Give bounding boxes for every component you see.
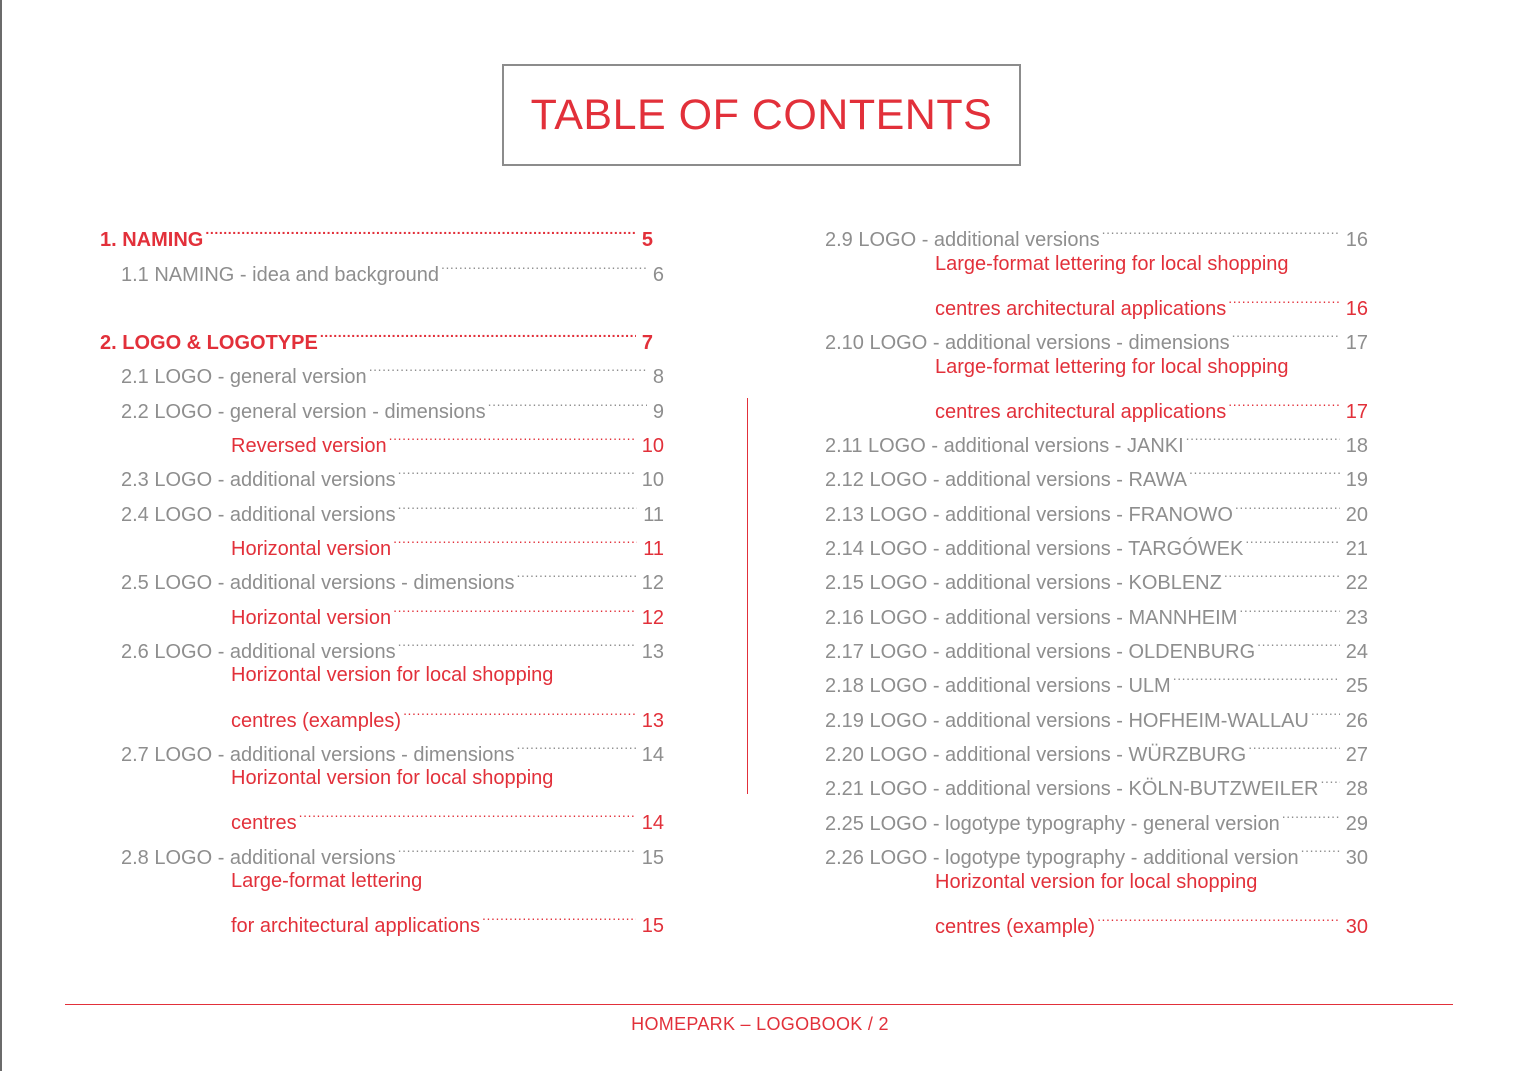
toc-entry[interactable]	[231, 761, 664, 795]
toc-leader-dots	[517, 727, 636, 761]
toc-entry[interactable]	[231, 658, 664, 692]
toc-entry[interactable]	[935, 350, 1368, 384]
toc-entry-label: Horizontal version	[231, 538, 392, 560]
toc-entry[interactable]	[825, 761, 1368, 800]
toc-entry-label: 2. LOGO & LOGOTYPE	[100, 332, 318, 354]
toc-entry-page: 15	[641, 915, 664, 937]
footer-rule	[65, 1004, 1453, 1005]
toc-entry-label: 2.18 LOGO - additional versions - ULM	[825, 675, 1171, 697]
toc-leader-dots	[393, 590, 636, 624]
toc-entry[interactable]	[825, 315, 1368, 354]
toc-entry-page: 18	[1345, 435, 1368, 457]
toc-entry[interactable]	[121, 555, 664, 594]
toc-entry-page: 13	[641, 710, 664, 732]
toc-entry-page: 13	[641, 641, 664, 663]
toc-entry-page: 11	[643, 504, 664, 526]
toc-entry-page: 26	[1345, 710, 1368, 732]
toc-leader-dots	[1282, 796, 1340, 830]
toc-leader-dots	[320, 315, 636, 349]
toc-entry-label: Large-format lettering for local shopping	[935, 356, 1289, 378]
toc-entry-label: Horizontal version for local shopping	[935, 871, 1258, 893]
toc-leader-dots	[1239, 590, 1339, 624]
page-title: TABLE OF CONTENTS	[530, 90, 993, 139]
toc-entry[interactable]	[935, 865, 1368, 899]
toc-leader-dots	[1189, 452, 1340, 486]
toc-entry[interactable]	[121, 384, 664, 423]
toc-entry[interactable]	[100, 315, 653, 354]
toc-entry-page: 29	[1345, 813, 1368, 835]
footer-text: HOMEPARK – LOGOBOOK / 2	[631, 1014, 889, 1034]
toc-entry-label: centres (example)	[935, 916, 1096, 938]
toc-entry[interactable]	[825, 452, 1368, 491]
toc-entry-page: 23	[1345, 607, 1368, 629]
toc-leader-dots	[403, 693, 636, 727]
toc-leader-dots	[389, 418, 636, 452]
toc-entry[interactable]	[935, 899, 1368, 938]
toc-entry-page: 11	[643, 538, 664, 560]
toc-entry[interactable]	[121, 487, 664, 526]
toc-leader-dots	[369, 349, 647, 383]
toc-leader-dots	[1235, 487, 1340, 521]
toc-entry[interactable]	[121, 349, 664, 388]
toc-entry[interactable]	[825, 212, 1368, 251]
toc-entry[interactable]	[231, 418, 664, 457]
toc-entry-label: 2.25 LOGO - logotype typography - general version	[825, 813, 1280, 835]
toc-entry-page: 30	[1345, 916, 1368, 938]
toc-entry-label: Large-format lettering	[231, 870, 423, 892]
toc-entry-page: 16	[1345, 229, 1368, 251]
toc-entry-label: 2.20 LOGO - additional versions - WÜRZBURG	[825, 744, 1247, 766]
toc-leader-dots	[398, 487, 638, 521]
toc-entry-page: 16	[1345, 298, 1368, 320]
toc-entry-label: 2.6 LOGO - additional versions	[121, 641, 396, 663]
toc-entry-label: 2.10 LOGO - additional versions - dimensions	[825, 332, 1230, 354]
toc-entry-label: 2.16 LOGO - additional versions - MANNHEIM	[825, 607, 1238, 629]
toc-entry-label: Horizontal version for local shopping	[231, 767, 554, 789]
toc-entry-label: 2.9 LOGO - additional versions	[825, 229, 1100, 251]
toc-entry[interactable]	[231, 521, 664, 560]
toc-entry-label: 2.5 LOGO - additional versions - dimensions	[121, 572, 515, 594]
toc-entry[interactable]	[825, 796, 1368, 835]
toc-entry[interactable]	[121, 727, 664, 766]
toc-entry-label: Large-format lettering for local shopping	[935, 253, 1289, 275]
toc-entry-page: 27	[1345, 744, 1368, 766]
toc-leader-dots	[1232, 315, 1340, 349]
toc-entry-label: 2.4 LOGO - additional versions	[121, 504, 396, 526]
toc-entry-page: 24	[1345, 641, 1368, 663]
toc-entry-label: centres architectural applications	[935, 298, 1227, 320]
toc-entry[interactable]	[231, 898, 664, 937]
toc-leader-dots	[1321, 761, 1340, 795]
toc-entry-label: 2.3 LOGO - additional versions	[121, 469, 396, 491]
toc-leader-dots	[1245, 521, 1339, 555]
toc-entry-label: 2.2 LOGO - general version - dimensions	[121, 401, 486, 423]
toc-entry-page: 15	[641, 847, 664, 869]
toc-entry-label: Horizontal version for local shopping	[231, 664, 554, 686]
toc-entry[interactable]	[121, 624, 664, 663]
toc-entry-label: 1.1 NAMING - idea and background	[121, 264, 439, 286]
toc-entry-label: 2.8 LOGO - additional versions	[121, 847, 396, 869]
toc-entry-label: 2.15 LOGO - additional versions - KOBLENZ	[825, 572, 1222, 594]
toc-leader-dots	[1248, 727, 1340, 761]
toc-entry[interactable]	[825, 624, 1368, 663]
toc-entry-label: 2.17 LOGO - additional versions - OLDENBURG	[825, 641, 1256, 663]
toc-entry-page: 12	[641, 607, 664, 629]
toc-leader-dots	[398, 452, 636, 486]
toc-entry[interactable]	[825, 521, 1368, 560]
toc-entry-label: 2.26 LOGO - logotype typography - additional version	[825, 847, 1299, 869]
toc-entry-label: 2.19 LOGO - additional versions - HOFHEIM-WALLAU	[825, 710, 1309, 732]
toc-entry-label: 2.21 LOGO - additional versions - KÖLN-BUTZWEILER	[825, 778, 1319, 800]
toc-leader-dots	[1301, 830, 1340, 864]
toc-leader-dots	[1224, 555, 1340, 589]
toc-entry-page: 6	[652, 264, 664, 286]
toc-entry-page: 21	[1345, 538, 1368, 560]
toc-leader-dots	[488, 384, 647, 418]
toc-entry-label: Horizontal version	[231, 607, 392, 629]
toc-entry-page: 7	[641, 332, 653, 354]
toc-leader-dots	[393, 521, 637, 555]
column-divider	[747, 398, 748, 794]
toc-entry-label: 2.13 LOGO - additional versions - FRANOWO	[825, 504, 1233, 526]
toc-entry-label: Reversed version	[231, 435, 387, 457]
toc-entry[interactable]	[231, 590, 664, 629]
toc-entry[interactable]	[231, 864, 664, 898]
toc-entry-label: 2.1 LOGO - general version	[121, 366, 367, 388]
toc-leader-dots	[1257, 624, 1340, 658]
toc-entry[interactable]	[121, 830, 664, 869]
toc-leader-dots	[1228, 384, 1339, 418]
toc-leader-dots	[441, 247, 647, 281]
toc-leader-dots	[1097, 899, 1340, 933]
toc-entry-label: centres	[231, 812, 297, 834]
toc-entry-label: 2.14 LOGO - additional versions - TARGÓWEK	[825, 538, 1244, 560]
toc-leader-dots	[299, 795, 636, 829]
toc-entry[interactable]	[825, 555, 1368, 594]
toc-entry[interactable]	[935, 281, 1368, 320]
toc-entry[interactable]	[825, 658, 1368, 697]
toc-leader-dots	[398, 624, 636, 658]
toc-leader-dots	[1173, 658, 1340, 692]
toc-entry-label: 1. NAMING	[100, 229, 204, 251]
title-frame	[502, 64, 1021, 166]
toc-entry-page: 8	[652, 366, 664, 388]
toc-entry-label: 2.7 LOGO - additional versions - dimensions	[121, 744, 515, 766]
toc-entry-label: for architectural applications	[231, 915, 481, 937]
toc-entry-page: 10	[641, 469, 664, 491]
toc-entry-page: 14	[641, 744, 664, 766]
toc-entry-page: 17	[1345, 332, 1368, 354]
toc-leader-dots	[1186, 418, 1340, 452]
toc-entry-label: 2.11 LOGO - additional versions - JANKI	[825, 435, 1184, 457]
toc-entry[interactable]	[121, 452, 664, 491]
toc-leader-dots	[1228, 281, 1339, 315]
toc-entry[interactable]	[825, 418, 1368, 457]
toc-entry[interactable]	[231, 795, 664, 834]
toc-entry-page: 17	[1345, 401, 1368, 423]
toc-entry-page: 22	[1345, 572, 1368, 594]
toc-entry[interactable]	[825, 590, 1368, 629]
toc-leader-dots	[1311, 693, 1340, 727]
toc-entry-label: centres (examples)	[231, 710, 402, 732]
toc-entry-label: 2.12 LOGO - additional versions - RAWA	[825, 469, 1187, 491]
toc-entry-page: 9	[652, 401, 664, 423]
toc-entry[interactable]	[825, 487, 1368, 526]
toc-entry-page: 14	[641, 812, 664, 834]
toc-entry[interactable]	[825, 727, 1368, 766]
toc-entry[interactable]	[825, 830, 1368, 869]
toc-leader-dots	[205, 212, 636, 246]
toc-entry-page: 10	[641, 435, 664, 457]
toc-entry[interactable]	[121, 247, 664, 286]
page-edge	[0, 0, 2, 1071]
toc-leader-dots	[398, 830, 636, 864]
toc-entry-page: 5	[641, 229, 653, 251]
toc-entry-page: 28	[1345, 778, 1368, 800]
toc-leader-dots	[482, 898, 636, 932]
toc-entry-page: 12	[641, 572, 664, 594]
toc-entry-page: 20	[1345, 504, 1368, 526]
toc-entry-label: centres architectural applications	[935, 401, 1227, 423]
toc-entry-page: 25	[1345, 675, 1368, 697]
toc-entry[interactable]	[935, 247, 1368, 281]
toc-entry[interactable]	[935, 384, 1368, 423]
toc-leader-dots	[1102, 212, 1340, 246]
toc-entry[interactable]	[231, 693, 664, 732]
toc-leader-dots	[517, 555, 636, 589]
toc-entry[interactable]	[825, 693, 1368, 732]
toc-entry-page: 19	[1345, 469, 1368, 491]
toc-entry[interactable]	[100, 212, 653, 251]
toc-entry-page: 30	[1345, 847, 1368, 869]
